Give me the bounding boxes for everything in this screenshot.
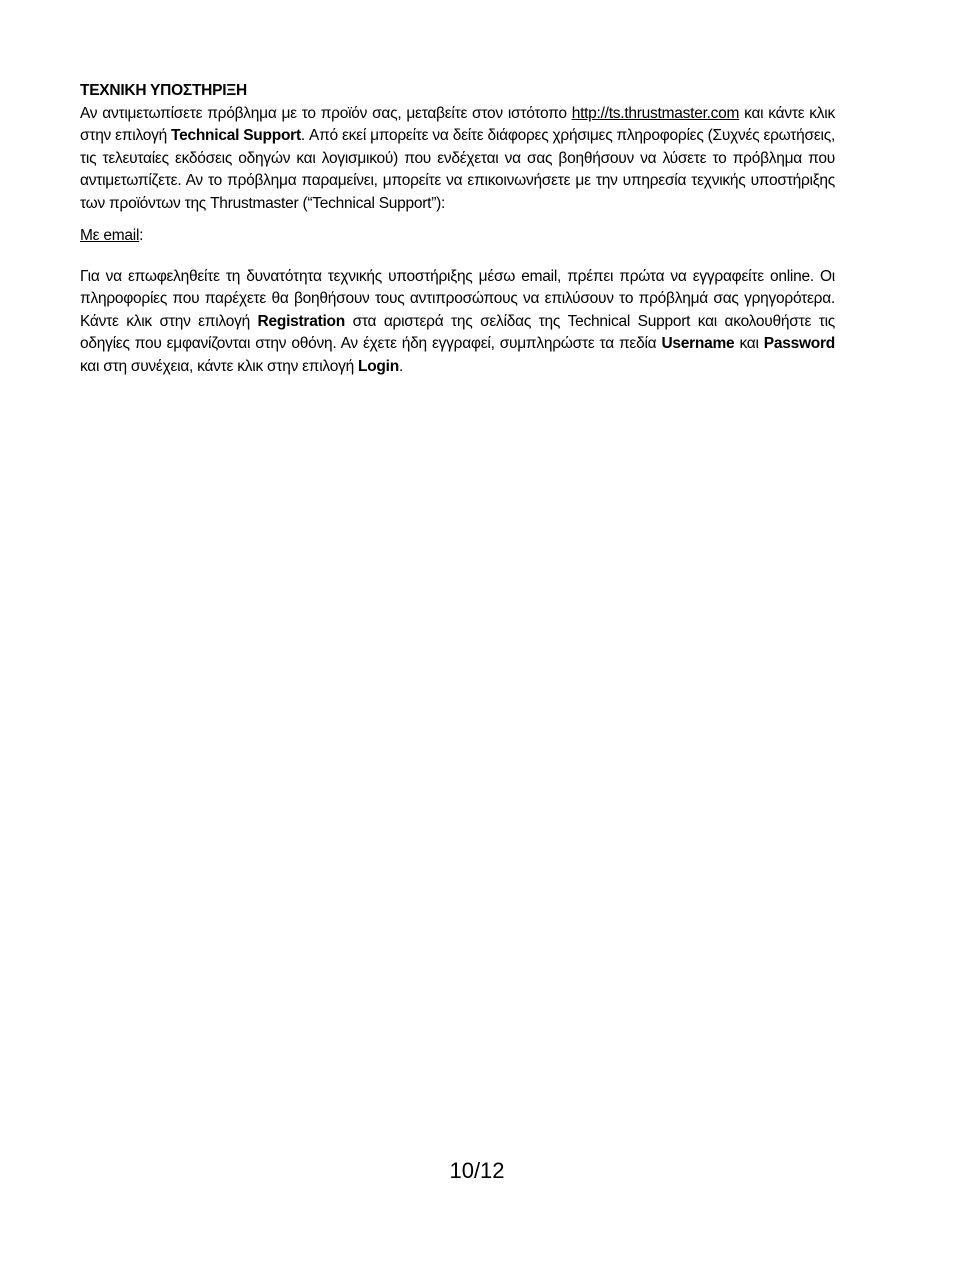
login-label: Login: [358, 357, 399, 375]
email-support-paragraph: [80, 266, 835, 379]
email-support-text-3: και: [734, 335, 764, 352]
email-label: Με email: [80, 227, 140, 244]
support-intro-text-1: Αν αντιμετωπίσετε πρόβλημα με το προϊόν σας, μεταβείτε στον ιστότοπο: [80, 104, 572, 122]
email-support-text-5: .: [398, 357, 403, 375]
username-label: Username: [661, 335, 735, 352]
password-label: Password: [763, 335, 836, 352]
email-support-text-4: και στη συνέχεια, κάντε κλικ στην επιλογή: [80, 357, 358, 375]
email-support-text-2: στα αριστερά της σελίδας της Technical Support και ακολουθήστε τις οδηγίες που εμφανίζονται στην οθόνη. Αν έχετε ήδη εγγραφεί, συμπληρώστε τα πεδία: [80, 312, 835, 352]
support-intro-text-3: . Από εκεί μπορείτε να δείτε διάφορες χρήσιμες πληροφορίες (Συχνές ερωτήσεις, τις τελευταίες εκδόσεις οδηγών και λογισμικού) που ενδέχεται να σας βοηθήσουν να λύσετε το πρόβλημα που αντιμετωπίζετε. Αν το πρόβλημα παραμείνει, μπορείτε να επικοινωνήσετε με την υπηρεσία τεχνικής υποστήριξης των προϊόντων της Thrustmaster (“Technical Support”):: [80, 127, 835, 212]
support-intro-text-2: και κάντε κλικ στην επιλογή: [80, 104, 835, 144]
page-number: 10/12: [449, 1158, 505, 1183]
email-support-text-1: Για να επωφεληθείτε τη δυνατότητα τεχνικής υποστήριξης μέσω email, πρέπει πρώτα να εγγραφείτε online. Οι πληροφορίες που παρέχετε θα βοηθήσουν τους αντιπροσώπους να επιλύσουν το πρόβλημά σας γρηγορότερα. Κάντε κλικ στην επιλογή: [80, 267, 835, 330]
email-colon: :: [139, 227, 144, 244]
technical-support-label: Technical Support: [171, 127, 301, 144]
support-intro-paragraph: [80, 103, 835, 216]
support-website-link[interactable]: http://ts.thrustmaster.com: [571, 104, 740, 122]
email-subheading: [80, 225, 835, 248]
document-body: [80, 80, 835, 378]
section-heading: ΤΕΧΝΙΚΗ ΥΠΟΣΤΗΡΙΞΗ: [80, 82, 247, 99]
registration-label: Registration: [257, 312, 345, 330]
